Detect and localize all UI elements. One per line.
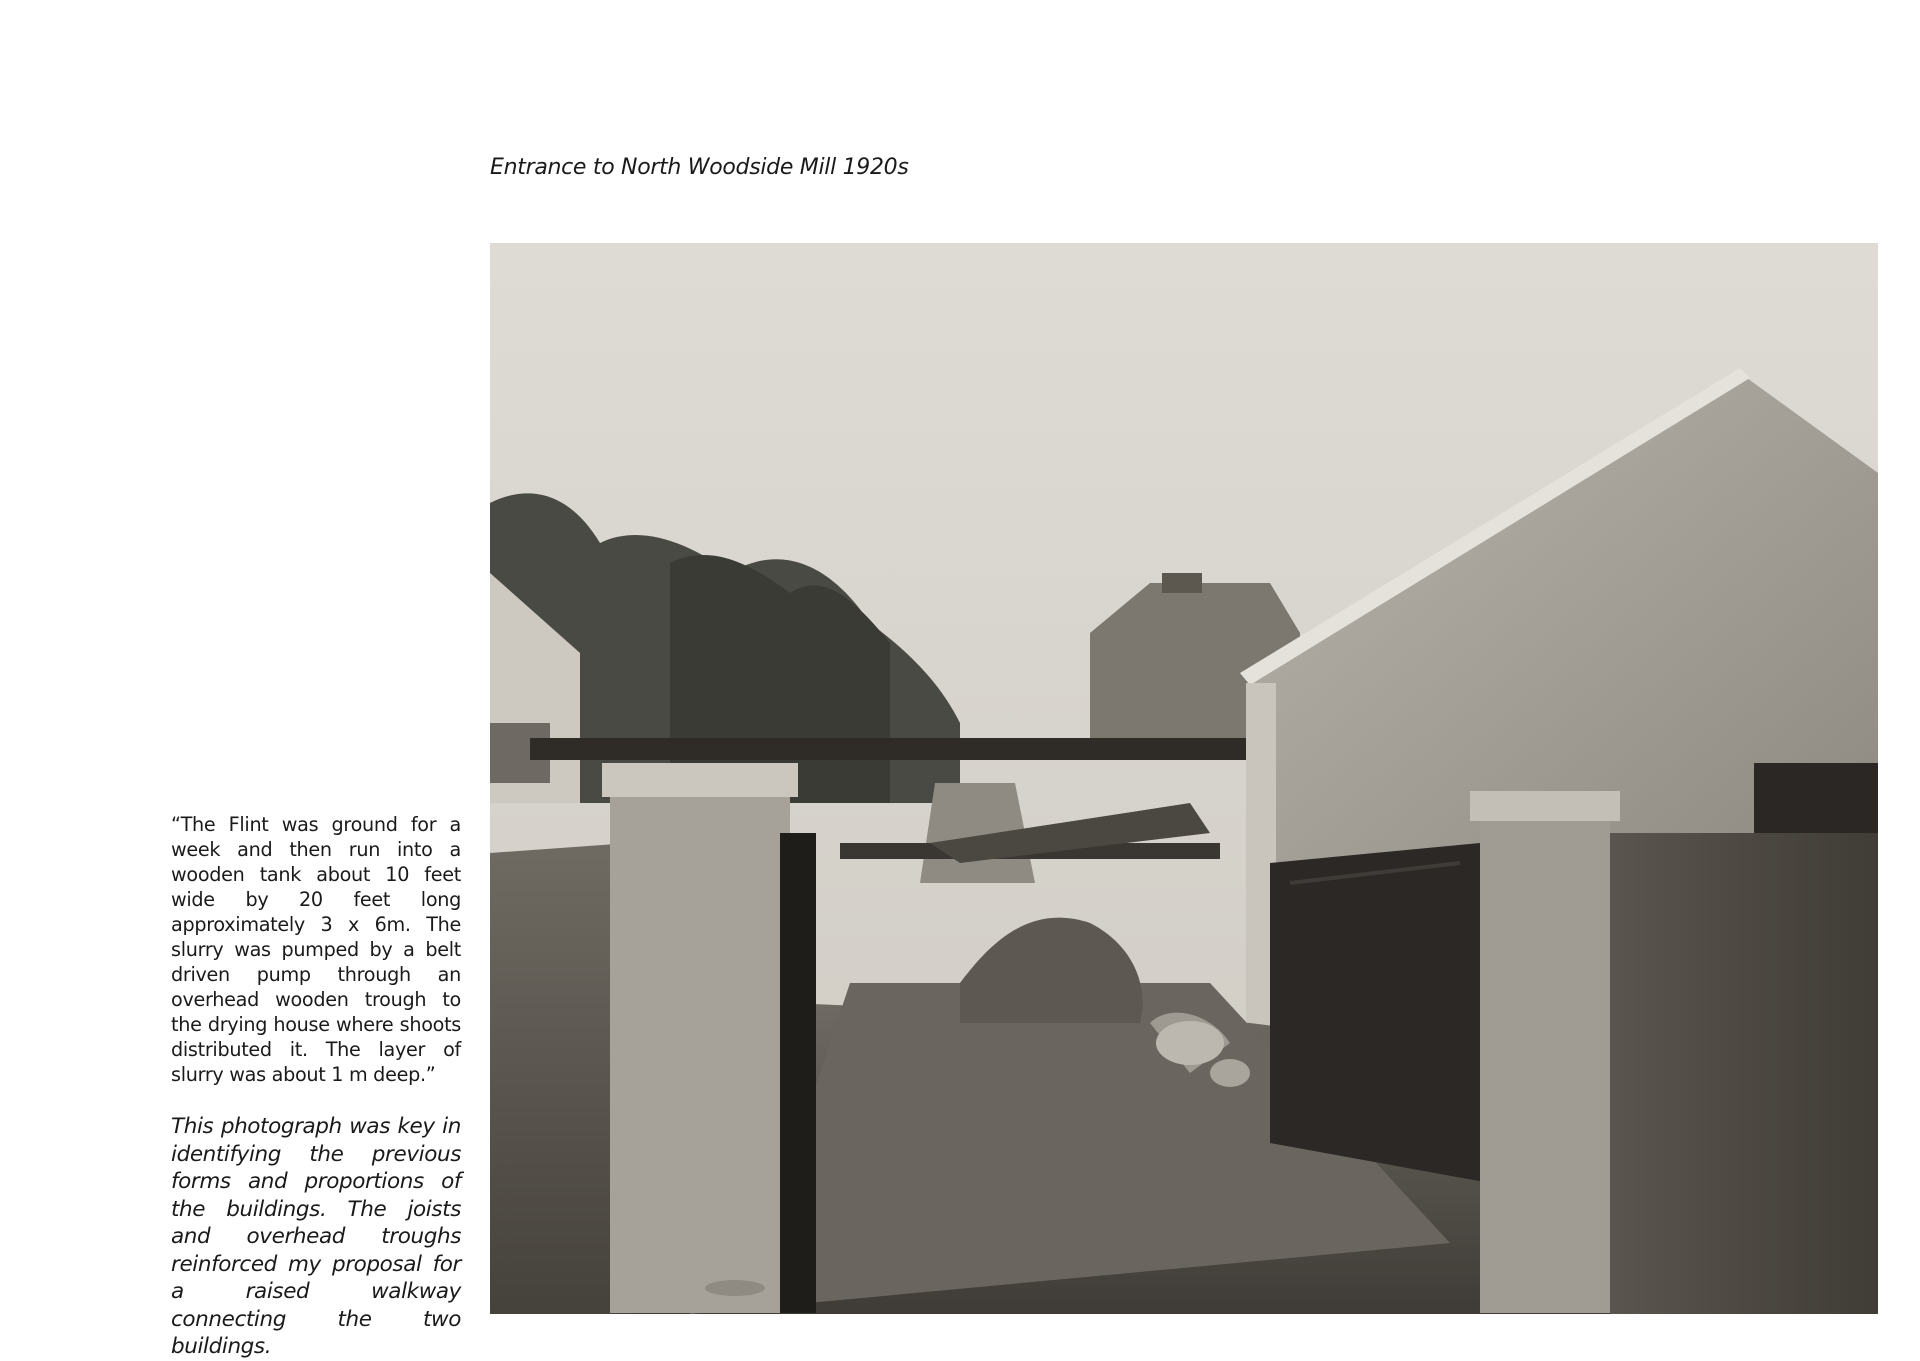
text-column [171, 812, 461, 1361]
photograph-drawing [490, 243, 1878, 1314]
archive-photograph [490, 243, 1878, 1314]
photograph-commentary: This photograph was key in identifying the previous forms and proportions of the buildings. The joists and overhead troughs reinforced my proposal for a raised walkway connecting the two buildings. [171, 1114, 461, 1359]
mill-process-quote: “The Flint was ground for a week and then run into a wooden tank about 10 feet wide by 20 feet long approximately 3 x 6m. The slurry was pumped by a belt driven pump through an overhead wooden trough to the drying house where shoots distributed it. The layer of slurry was about 1 m deep.” [171, 813, 461, 1086]
photo-caption: Entrance to North Woodside Mill 1920s [490, 155, 909, 180]
